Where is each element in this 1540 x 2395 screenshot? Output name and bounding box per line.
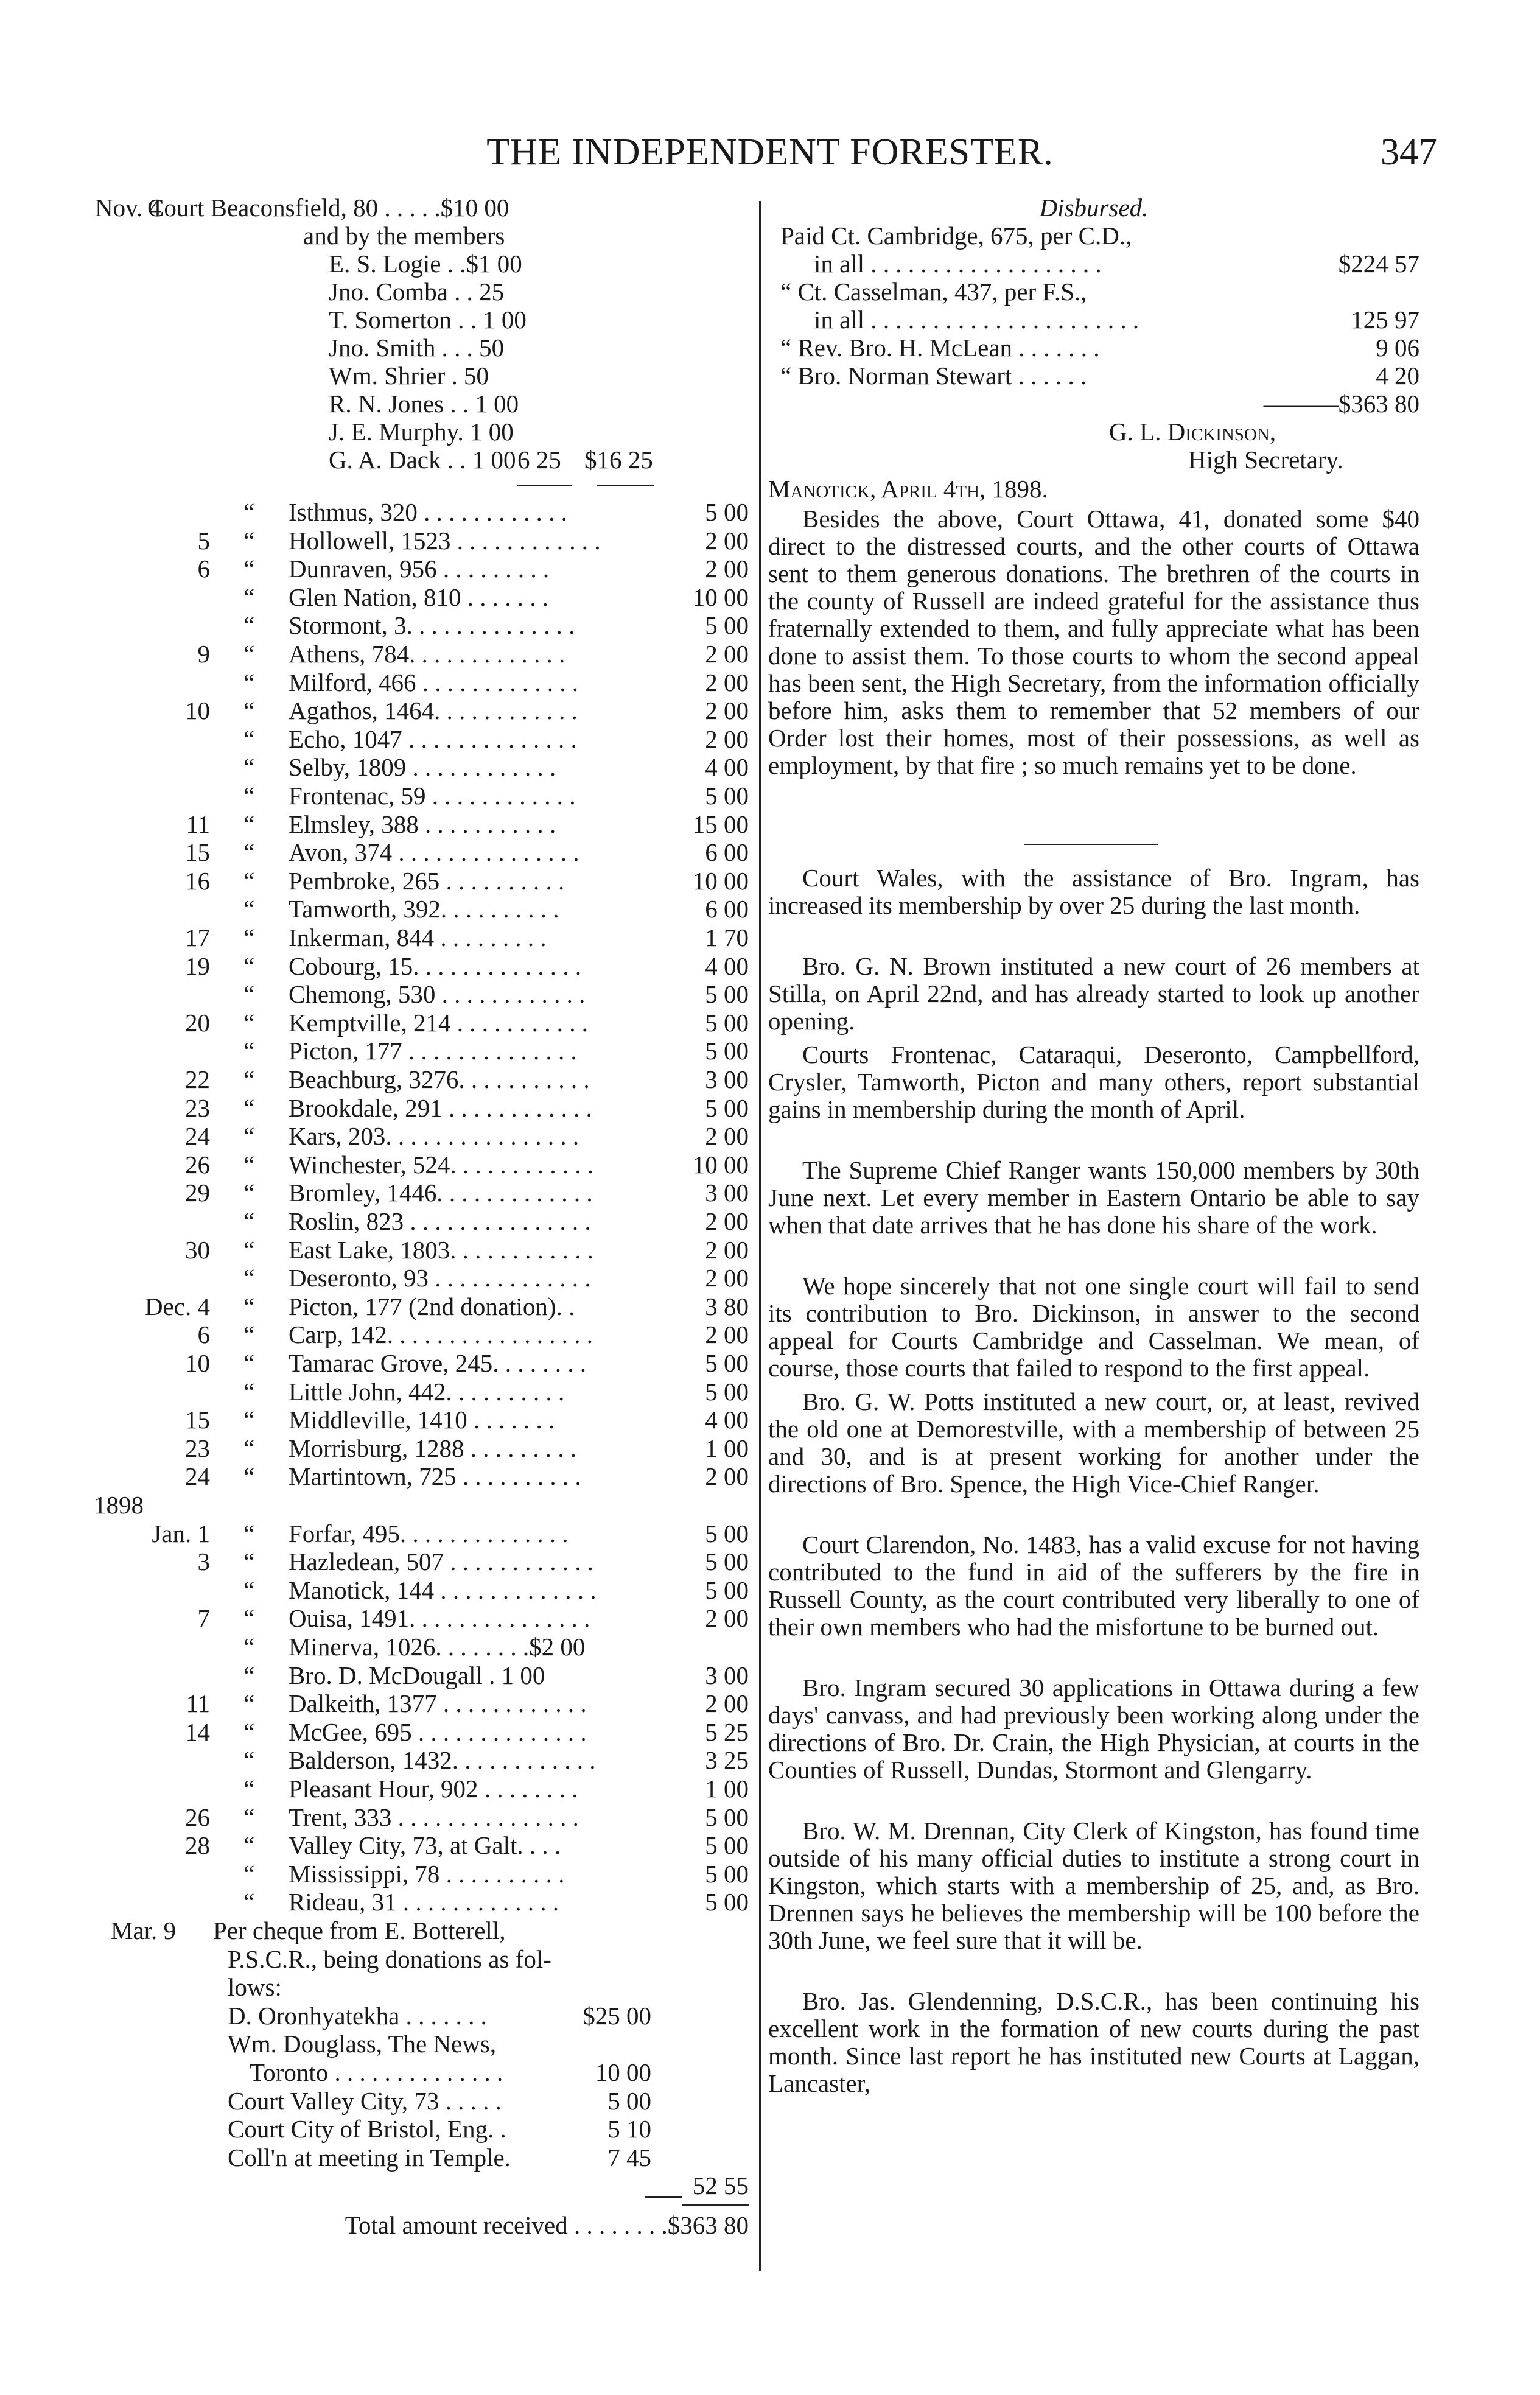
journal-title: THE INDEPENDENT FORESTER. [486,131,1054,173]
ditto-mark: “ [243,1150,255,1179]
row-desc: Kars, 203. . . . . . . . . . . . . . . . [289,1122,579,1151]
march-dash [645,2196,682,2198]
disbursed-text: “ Rev. Bro. H. McLean . . . . . . . [780,334,1100,362]
row-desc: Forfar, 495. . . . . . . . . . . . . . [289,1519,569,1548]
ditto-mark: “ [243,1888,255,1916]
row-desc: McGee, 695 . . . . . . . . . . . . . . [289,1717,587,1746]
report-paragraph: Bro. G. N. Brown instituted a new court of 26 members at Stilla, on April 22nd, and has already started to look up another opening. [768,952,1419,1035]
ditto-mark: “ [243,1689,255,1718]
row-amount: 5 00 [705,1888,749,1916]
donation-row [97,782,749,810]
row-amount: 3 00 [705,1179,749,1207]
donation-row [97,1406,749,1434]
row-desc: Middleville, 1410 . . . . . . . [289,1406,555,1434]
entry-desc: Court Beaconsfield, 80 . . . . .$10 00 [147,194,509,222]
row-amount: 5 00 [705,1093,749,1122]
report-paragraph: The Supreme Chief Ranger wants 150,000 members by 30th June next. Let every member in Eastern Ontario be able to say when that date arrives that he has done his share of the work. [768,1156,1419,1239]
section-divider [1024,844,1158,845]
march-item: Court Valley City, 73 . . . . . [228,2086,502,2115]
row-amount: 3 00 [705,1065,749,1093]
row-desc: Morrisburg, 1288 . . . . . . . . . [289,1434,577,1462]
disbursed-text: “ Ct. Casselman, 437, per F.S., [780,278,1087,306]
row-date: 30 [185,1235,210,1264]
row-amount: 2 00 [705,1264,749,1292]
disbursed-line [768,222,1419,250]
ditto-mark: “ [243,1008,255,1037]
disbursed-line [768,250,1419,278]
ditto-mark: “ [243,1093,255,1122]
row-desc: Cobourg, 15. . . . . . . . . . . . . . [289,952,582,980]
row-amount: 2 00 [705,640,749,668]
row-amount: 2 00 [705,526,749,555]
donation-row [97,725,749,753]
donation-row [97,952,749,980]
row-date: 26 [185,1150,210,1179]
row-desc: Frontenac, 59 . . . . . . . . . . . . [289,782,576,810]
donation-row [97,1378,749,1406]
row-desc: Carp, 142. . . . . . . . . . . . . . . . . [289,1320,593,1349]
ditto-mark: “ [243,1065,255,1093]
ditto-mark: “ [243,1775,255,1803]
march-item: D. Oronhyatekha . . . . . . . [228,2001,487,2030]
report-paragraph: Besides the above, Court Ottawa, 41, donated some $40 direct to the distressed courts, and the other courts of Ottawa sent to them generous donations. The brethren of the courts in the county of Russell are indeed grateful for the assistance thus fraternally extended to them, and fully appreciate what has been done to assist them. To those courts to whom the second appeal has been sent, the High Secretary, from the information officially before him, asks them to remember that 52 members of our Order lost their homes, most of their possessions, as well as employment, by that fire ; so much remains yet to be done. [768,505,1419,779]
row-amount: 5 00 [705,1008,749,1037]
row-amount: 2 00 [705,1689,749,1718]
row-desc: Echo, 1047 . . . . . . . . . . . . . . [289,724,577,753]
row-amount: 5 00 [705,498,749,526]
ditto-mark: “ [243,640,255,668]
row-desc: Tamarac Grove, 245. . . . . . . . [289,1349,586,1377]
disbursed-text: Paid Ct. Cambridge, 675, per C.D., [780,222,1132,250]
row-amount: 5 00 [705,1548,749,1576]
donation-row [97,1548,749,1576]
donation-row [97,1434,749,1462]
row-date: 23 [185,1434,210,1462]
row-amount: 2 00 [705,1462,749,1491]
ditto-mark: “ [243,1207,255,1235]
donation-row [97,498,749,526]
row-amount: 10 00 [692,583,749,611]
row-date: 24 [185,1462,210,1491]
disbursed-amount: 125 97 [1351,306,1419,334]
row-date: 17 [185,924,210,952]
donation-row [97,1122,749,1150]
row-desc: Milford, 466 . . . . . . . . . . . . . [289,668,579,696]
ditto-mark: “ [243,498,255,526]
row-desc: Manotick, 144 . . . . . . . . . . . . . [289,1576,597,1604]
row-date: 11 [186,1689,210,1718]
report-paragraph: Bro. Ingram secured 30 applications in Ottawa during a few days' canvass, and had previously been working along under the directions of Bro. Dr. Crain, the High Physician, at courts in the Counties of Russell, Dundas, Stormont and Glengarry. [768,1674,1419,1784]
donation-row [97,1009,749,1037]
row-amount: 5 00 [705,1859,749,1888]
donation-row [97,1689,749,1717]
row-amount: 3 25 [705,1746,749,1775]
row-desc: Picton, 177 (2nd donation). . [289,1292,575,1320]
ditto-mark: “ [243,1292,255,1320]
ditto-mark: “ [243,696,255,725]
donation-row [97,555,749,583]
row-amount: 5 00 [705,1576,749,1604]
row-desc: Glen Nation, 810 . . . . . . . [289,583,549,611]
donation-row [97,1661,749,1689]
row-desc: Balderson, 1432. . . . . . . . . . . . [289,1746,596,1775]
row-date: 10 [185,1349,210,1377]
row-desc: Martintown, 725 . . . . . . . . . . [289,1462,581,1491]
donation-row [97,1633,749,1661]
report-paragraph: Bro. W. M. Drennan, City Clerk of Kingston, has found time outside of his many official duties to institute a strong court in Kingston, which starts with a membership of 25, and, as Bro. Drennen says he believes the membership will be 100 before the 30th June, we feel sure that it will be. [768,1817,1419,1954]
march-item: Coll'n at meeting in Temple. [228,2143,511,2172]
row-date: 7 [197,1604,210,1633]
ditto-mark: “ [243,924,255,952]
disbursed-text: in all . . . . . . . . . . . . . . . . . . . [814,250,1102,278]
row-desc: Tamworth, 392. . . . . . . . . . [289,895,559,924]
donation-row [97,696,749,724]
ditto-mark: “ [243,1746,255,1775]
row-date: Dec. 4 [144,1292,210,1320]
disbursed-heading: Disbursed. [1039,194,1149,222]
row-amount: 2 00 [705,1122,749,1151]
donation-row [97,611,749,639]
row-desc: Selby, 1809 . . . . . . . . . . . . [289,753,556,782]
row-date: 9 [197,640,210,668]
donation-row [97,1718,749,1746]
donation-row [97,867,749,895]
row-desc: Isthmus, 320 . . . . . . . . . . . . [289,498,567,526]
row-amount: 10 00 [692,866,749,895]
ditto-mark: “ [243,810,255,838]
row-amount: 5 00 [705,1831,749,1860]
row-desc: Minerva, 1026. . . . . . . .$2 00 [289,1633,586,1661]
ditto-mark: “ [243,1548,255,1576]
donation-row [97,1831,749,1859]
donation-row [97,1094,749,1122]
row-amount: 1 00 [705,1434,749,1462]
donation-row [97,810,749,838]
row-desc: Picton, 177 . . . . . . . . . . . . . . [289,1037,577,1065]
ditto-mark: “ [243,866,255,895]
march-line: Per cheque from E. Botterell, [213,1916,506,1944]
donation-row [97,1207,749,1235]
report-paragraph: Court Wales, with the assistance of Bro. Ingram, has increased its membership by over 25 during the last month. [768,864,1419,919]
donation-row [97,1065,749,1093]
member-line: G. A. Dack . . 1 00 [329,446,516,474]
row-desc: Valley City, 73, at Galt. . . . [289,1831,561,1860]
members-intro: and by the members [303,222,505,250]
ditto-mark: “ [243,1320,255,1349]
row-amount: 2 00 [705,555,749,583]
row-desc: Hazledean, 507 . . . . . . . . . . . . [289,1548,593,1576]
page-number: 347 [1381,131,1437,173]
row-amount: 5 00 [705,980,749,1009]
disbursed-line [768,278,1419,306]
row-amount: 15 00 [692,810,749,838]
ditto-mark: “ [243,952,255,980]
row-date: 6 [197,555,210,583]
row-amount: 4 00 [705,952,749,980]
row-amount: 5 00 [705,1519,749,1548]
ditto-mark: “ [243,895,255,924]
ditto-mark: “ [243,1604,255,1633]
row-desc: Stormont, 3. . . . . . . . . . . . . . [289,611,575,640]
row-desc: Trent, 333 . . . . . . . . . . . . . . . [289,1803,579,1831]
disbursed-amount: $224 57 [1338,250,1419,278]
donation-row [97,1803,749,1831]
row-date: Jan. 1 [152,1519,210,1548]
row-desc: East Lake, 1803. . . . . . . . . . . . [289,1235,594,1264]
row-amount: 4 00 [705,1406,749,1434]
row-desc: Avon, 374 . . . . . . . . . . . . . . . [289,838,579,867]
signature-title: High Secretary. [1188,446,1343,474]
march-item: Toronto . . . . . . . . . . . . . . [250,2058,503,2086]
row-amount: 5 00 [705,611,749,640]
row-amount: 4 00 [705,753,749,782]
member-line: Wm. Shrier . 50 [329,362,489,390]
donation-row [97,1462,749,1490]
disbursed-line [768,306,1419,334]
march-item: Court City of Bristol, Eng. . [228,2115,506,2144]
report-paragraph: We hope sincerely that not one single court will fail to send its contribution to Bro. Dickinson, in answer to the second appeal for Courts Cambridge and Casselman. We mean, of course, those courts that failed to respond to the first appeal. [768,1272,1419,1382]
march-total: 52 55 [692,2172,749,2200]
row-amount: 2 00 [705,668,749,696]
row-date: 11 [186,810,210,838]
donation-row [97,1746,749,1774]
row-desc: Ouisa, 1491. . . . . . . . . . . . . . . [289,1604,590,1633]
grand-total: Total amount received . . . . . . . .$363 80 [345,2211,749,2239]
ditto-mark: “ [243,1717,255,1746]
donation-row [97,753,749,781]
ditto-mark: “ [243,838,255,867]
row-amount: 3 00 [705,1661,749,1689]
row-desc: Brookdale, 291 . . . . . . . . . . . . [289,1093,592,1122]
ditto-mark: “ [243,555,255,583]
donation-row [97,895,749,923]
row-date: 23 [185,1093,210,1122]
ditto-mark: “ [243,1519,255,1548]
row-desc: Mississippi, 78 . . . . . . . . . . [289,1859,565,1888]
beaconsfield-total: $16 25 [584,446,653,474]
row-desc: Hollowell, 1523 . . . . . . . . . . . . [289,526,601,555]
row-amount: 2 00 [705,1604,749,1633]
ditto-mark: “ [243,526,255,555]
row-desc: Bro. D. McDougall . 1 00 [289,1661,545,1689]
row-amount: 5 00 [705,1377,749,1406]
donation-row [97,583,749,611]
row-amount: 2 00 [705,696,749,725]
donation-row [97,1320,749,1348]
row-desc: Roslin, 823 . . . . . . . . . . . . . . . [289,1207,591,1235]
ditto-mark: “ [243,1576,255,1604]
row-desc: Elmsley, 388 . . . . . . . . . . . [289,810,556,838]
march-date: Mar. 9 [111,1916,177,1944]
row-date: 15 [185,1406,210,1434]
donation-row [97,1576,749,1604]
signature-name: G. L. Dickinson, [1109,418,1276,446]
donation-row [97,1888,749,1916]
report-paragraph: Courts Frontenac, Cataraqui, Deseronto, Campbellford, Crysler, Tamworth, Picton and many others, report substantial gains in membership during the month of April. [768,1040,1419,1123]
ditto-mark: “ [243,1377,255,1406]
row-desc: Kemptville, 214 . . . . . . . . . . . [289,1008,588,1037]
march-item: Wm. Douglass, The News, [228,2030,497,2058]
row-amount: 10 00 [692,1150,749,1179]
row-date: 6 [197,1320,210,1349]
row-desc: Winchester, 524. . . . . . . . . . . . [289,1150,594,1179]
row-desc: Dalkeith, 1377 . . . . . . . . . . . . [289,1689,587,1718]
ditto-mark: “ [243,753,255,782]
subtotal-rule [517,485,572,486]
row-amount: 5 00 [705,1803,749,1831]
place-date: Manotick, April 4th, 1898. [768,475,1048,503]
year-label: 1898 [94,1491,144,1519]
ditto-mark: “ [243,1037,255,1065]
ditto-mark: “ [243,1264,255,1292]
row-date: 3 [197,1548,210,1576]
disbursed-text: in all . . . . . . . . . . . . . . . . . . . . . . [814,306,1139,334]
row-date: 5 [197,526,210,555]
row-desc: Rideau, 31 . . . . . . . . . . . . . [289,1888,559,1916]
row-date: 24 [185,1122,210,1151]
ditto-mark: “ [243,1349,255,1377]
ditto-mark: “ [243,1633,255,1661]
row-amount: 5 00 [705,782,749,810]
row-desc: Little John, 442. . . . . . . . . . [289,1377,565,1406]
row-date: 20 [185,1008,210,1037]
row-desc: Beachburg, 3276. . . . . . . . . . . [289,1065,590,1093]
donation-row [97,1292,749,1320]
member-line: J. E. Murphy. 1 00 [329,418,514,446]
march-line: P.S.C.R., being donations as fol- [228,1944,551,1973]
row-desc: Athens, 784. . . . . . . . . . . . . [289,640,565,668]
march-item-amount: 5 00 [607,2086,651,2115]
row-date: 14 [185,1717,210,1746]
row-date: 22 [185,1065,210,1093]
donation-row [97,980,749,1008]
row-date: 10 [185,696,210,725]
disbursed-total: ———$363 80 [1263,390,1419,418]
ditto-mark: “ [243,1122,255,1151]
row-date: 28 [185,1831,210,1860]
row-amount: 2 00 [705,1207,749,1235]
disbursed-line [768,334,1419,362]
donation-row [97,1604,749,1632]
disbursed-amount: 4 20 [1376,362,1419,390]
ditto-mark: “ [243,668,255,696]
entry-date: Nov. 4 [95,194,161,222]
ditto-mark: “ [243,724,255,753]
donation-row [97,668,749,696]
row-desc: Bromley, 1446. . . . . . . . . . . . . [289,1179,593,1207]
row-desc: Agathos, 1464. . . . . . . . . . . . [289,696,578,725]
ditto-mark: “ [243,782,255,810]
march-item-amount: 7 45 [607,2143,651,2172]
donation-row [97,1037,749,1065]
march-item-amount: 10 00 [595,2058,651,2086]
row-amount: 5 25 [705,1717,749,1746]
column-divider [759,201,761,2271]
report-paragraph: Bro. G. W. Potts instituted a new court, or, at least, revived the old one at Demorestville, with a membership of between 25 and 30, and is at present working for another under the directions of Bro. Spence, the High Vice-Chief Ranger. [768,1387,1419,1498]
march-item-amount: 5 10 [607,2115,651,2144]
donation-row [97,640,749,668]
member-line: R. N. Jones . . 1 00 [329,390,519,418]
ditto-mark: “ [243,611,255,640]
row-date: 26 [185,1803,210,1831]
donation-row [97,838,749,866]
row-date: 19 [185,952,210,980]
row-desc: Pembroke, 265 . . . . . . . . . . [289,866,565,895]
ditto-mark: “ [243,583,255,611]
row-amount: 1 00 [705,1775,749,1803]
member-line: Jno. Smith . . . 50 [329,334,505,362]
donation-row [97,1179,749,1207]
donation-row [97,1264,749,1292]
report-paragraph: Court Clarendon, No. 1483, has a valid excuse for not having contributed to the fund in aid of the sufferers by the fire in Russell County, as the court contributed very liberally to one of their own members who had the misfortune to be burned out. [768,1531,1419,1641]
ditto-mark: “ [243,1661,255,1689]
row-amount: 2 00 [705,1235,749,1264]
row-amount: 2 00 [705,1320,749,1349]
ditto-mark: “ [243,1235,255,1264]
ditto-mark: “ [243,1179,255,1207]
donation-row [97,924,749,952]
entry-row [97,194,749,222]
row-amount: 3 80 [705,1292,749,1320]
ditto-mark: “ [243,1859,255,1888]
total-rule [597,485,654,486]
row-amount: 5 00 [705,1037,749,1065]
row-amount: 2 00 [705,724,749,753]
ditto-mark: “ [243,1462,255,1491]
ditto-mark: “ [243,1434,255,1462]
row-date: 15 [185,838,210,867]
row-amount: 1 70 [705,924,749,952]
row-amount: 6 00 [705,895,749,924]
donation-row [97,527,749,555]
row-desc: Chemong, 530 . . . . . . . . . . . . [289,980,586,1009]
donation-row [97,1151,749,1179]
row-desc: Dunraven, 956 . . . . . . . . . [289,555,550,583]
row-desc: Deseronto, 93 . . . . . . . . . . . . . [289,1264,591,1292]
donation-row [97,1236,749,1264]
disbursed-line [768,362,1419,390]
march-line: lows: [228,1973,282,2002]
row-date: 29 [185,1179,210,1207]
ditto-mark: “ [243,980,255,1009]
disbursed-amount: 9 06 [1376,334,1419,362]
donation-row [97,1775,749,1803]
ditto-mark: “ [243,1803,255,1831]
ditto-mark: “ [243,1831,255,1860]
march-total-rule [682,2204,749,2206]
member-line: T. Somerton . . 1 00 [329,306,527,334]
donation-row [97,1860,749,1888]
row-date: 16 [185,866,210,895]
ditto-mark: “ [243,1406,255,1434]
disbursed-text: “ Bro. Norman Stewart . . . . . . [780,362,1087,390]
row-amount: 6 00 [705,838,749,867]
member-line: E. S. Logie . .$1 00 [329,250,522,278]
donation-row [97,1520,749,1548]
members-subtotal: 6 25 [517,446,561,474]
report-paragraph: Bro. Jas. Glendenning, D.S.C.R., has been continuing his excellent work in the formation of new courts during the past month. Since last report he has instituted new Courts at Laggan, Lancaster, [768,1987,1419,2097]
march-item-amount: $25 00 [583,2001,651,2030]
row-amount: 5 00 [705,1349,749,1377]
row-desc: Pleasant Hour, 902 . . . . . . . . [289,1775,578,1803]
donation-row [97,1349,749,1377]
row-desc: Inkerman, 844 . . . . . . . . . [289,924,547,952]
member-line: Jno. Comba . . 25 [329,278,505,306]
